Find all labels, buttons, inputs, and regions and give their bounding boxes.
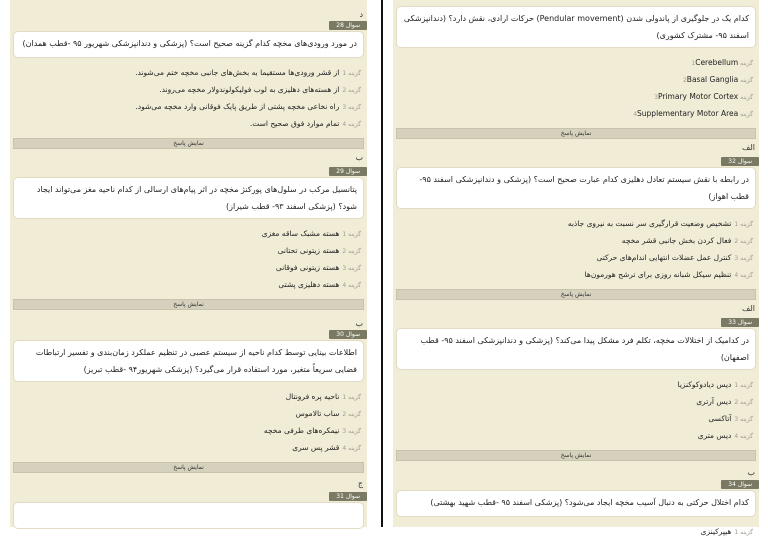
option-item[interactable]: گزینه 2ساب تالاموس — [295, 409, 361, 418]
option-item[interactable]: گزینه 1از قشر ورودی‌ها مستقیما به بخش‌های جانبی مخچه ختم می‌شوند. — [135, 68, 361, 77]
option-item[interactable]: گزینه 3راه نخاعی مخچه پشتی از طریق پایک فوقانی وارد مخچه می‌شود. — [135, 102, 361, 111]
options-list — [393, 48, 759, 122]
option-item[interactable]: گزینه 1هیپرکینزی — [700, 527, 753, 536]
option-item[interactable]: گزینه 4هسته دهلیزی پشتی — [278, 280, 361, 289]
show-answer-button[interactable]: نمایش پاسخ — [13, 138, 364, 149]
options-list — [10, 219, 367, 293]
question-number-badge: سوال 34 — [721, 480, 759, 489]
question-number-badge: سوال 33 — [721, 318, 759, 327]
answer-letter: د — [359, 10, 363, 19]
options-list — [393, 517, 759, 540]
question-number-badge: سوال 28 — [329, 21, 367, 30]
show-answer-button[interactable]: نمایش پاسخ — [13, 462, 364, 473]
option-item[interactable]: گزینه 3هسته زیتونی فوقانی — [275, 263, 361, 272]
option-item[interactable]: گزینه 2فعال کردن بخش جانبی قشر مخچه — [621, 236, 753, 245]
option-item[interactable]: گزینه 4تمام موارد فوق صحیح است. — [249, 119, 361, 128]
question-text: کدام اختلال حرکتی به دنبال آسیب مخچه ایجاد می‌شود؟ (پزشکی اسفند ۹۵ -قطب شهید بهشتی) — [396, 490, 756, 517]
answer-letter: الف — [742, 143, 755, 152]
option-item[interactable]: گزینه 4تنظیم سیکل شبانه روزی برای ترشح هورمون‌ها — [584, 270, 753, 279]
option-item[interactable]: گزینه 1تشخیص وضعیت قرارگیری سر نسبت به نیروی جاذبه — [567, 219, 753, 228]
answer-letter: ب — [355, 319, 363, 328]
question-text: در رابطه با نقش سیستم تعادل دهلیزی کدام عبارت صحیح است؟ (پزشکی و دندانپزشکی اسفند ۹۵- قطب اهواز) — [396, 167, 756, 209]
answer-letter: الف — [742, 304, 755, 313]
option-item[interactable]: گزینه 2هسته زیتونی تحتانی — [277, 246, 361, 255]
answer-letter: ب — [747, 468, 755, 477]
option-item[interactable]: گزینه 3کنترل عمل عضلات انتهایی اندام‌های حرکتی — [596, 253, 753, 262]
question-number-badge: سوال 29 — [329, 167, 367, 176]
show-answer-button[interactable]: نمایش پاسخ — [13, 299, 364, 310]
option-item[interactable]: گزینه 3Primary Motor Cortex — [654, 92, 753, 101]
show-answer-button[interactable]: نمایش پاسخ — [396, 289, 756, 300]
question-number-badge: سوال 30 — [329, 330, 367, 339]
option-item[interactable]: گزینه 4Supplementary Motor Area — [633, 109, 753, 118]
show-answer-button[interactable]: نمایش پاسخ — [396, 128, 756, 139]
question-text: در مورد ورودی‌های مخچه کدام گزینه صحیح است؟ (پزشکی و دندانپزشکی شهریور ۹۵ -قطب همدان) — [13, 31, 364, 58]
left-page — [10, 0, 367, 527]
question-text: پتانسیل مرکب در سلول‌های پورکنژ مخچه در اثر پیام‌های ارسالی از کدام ناحیه مغز می‌تواند ایجاد شود؟ (پزشکی اسفند ۹۳- قطب شیراز) — [13, 177, 364, 219]
answer-letter: ب — [355, 153, 363, 162]
option-item[interactable]: گزینه 4قشر پس سری — [292, 443, 361, 452]
options-list — [393, 209, 759, 283]
option-item[interactable]: گزینه 2دیس آرتری — [696, 397, 753, 406]
option-item[interactable]: گزینه 1ناحیه پره فرونتال — [285, 392, 361, 401]
question-text: در کدامیک از اختلالات مخچه، تکلم فرد مشکل پیدا می‌کند؟ (پزشکی و دندانپزشکی اسفند ۹۵- قطب اصفهان) — [396, 328, 756, 370]
question-number-badge: سوال 32 — [721, 157, 759, 166]
option-item[interactable]: گزینه 2از هسته‌های دهلیزی به لوب فولیکولوندولار مخچه می‌روند. — [159, 85, 361, 94]
answer-letter: ج — [357, 479, 363, 488]
question-text — [13, 502, 364, 529]
options-list — [393, 370, 759, 444]
show-answer-button[interactable]: نمایش پاسخ — [396, 450, 756, 461]
question-text: اطلاعات بینایی توسط کدام ناحیه از سیستم عصبی در تنظیم عملکرد زمان‌بندی و تفسیر ارتباطات فضایی سریعاً متغیر، مورد استفاده قرار می‌گیرد؟ (پزشکی شهریور۹۴ -قطب تبریز) — [13, 340, 364, 382]
options-list — [10, 58, 367, 132]
page-divider — [381, 0, 383, 527]
option-item[interactable]: گزینه 1هسته مشبک ساقه مغزی — [261, 229, 361, 238]
option-item[interactable]: گزینه 3آتاکسی — [708, 414, 753, 423]
option-item[interactable]: گزینه 3نیمکره‌های طرفی مخچه — [263, 426, 361, 435]
option-item[interactable]: گزینه 1Cerebellum — [691, 58, 753, 67]
option-item[interactable]: گزینه 4دیس متری — [697, 431, 753, 440]
right-page — [393, 0, 759, 536]
option-item[interactable]: گزینه 1دیس دیادوکوکنزیا — [677, 380, 753, 389]
option-item[interactable]: گزینه 2Basal Ganglia — [682, 75, 753, 84]
options-list — [10, 382, 367, 456]
question-text: کدام یک در جلوگیری از پاندولی شدن (Pendular movement) حرکات ارادی، نقش دارد؟ (دندانپزشکی اسفند ۹۵- مشترک کشوری) — [396, 6, 756, 48]
question-number-badge: سوال 31 — [329, 492, 367, 501]
